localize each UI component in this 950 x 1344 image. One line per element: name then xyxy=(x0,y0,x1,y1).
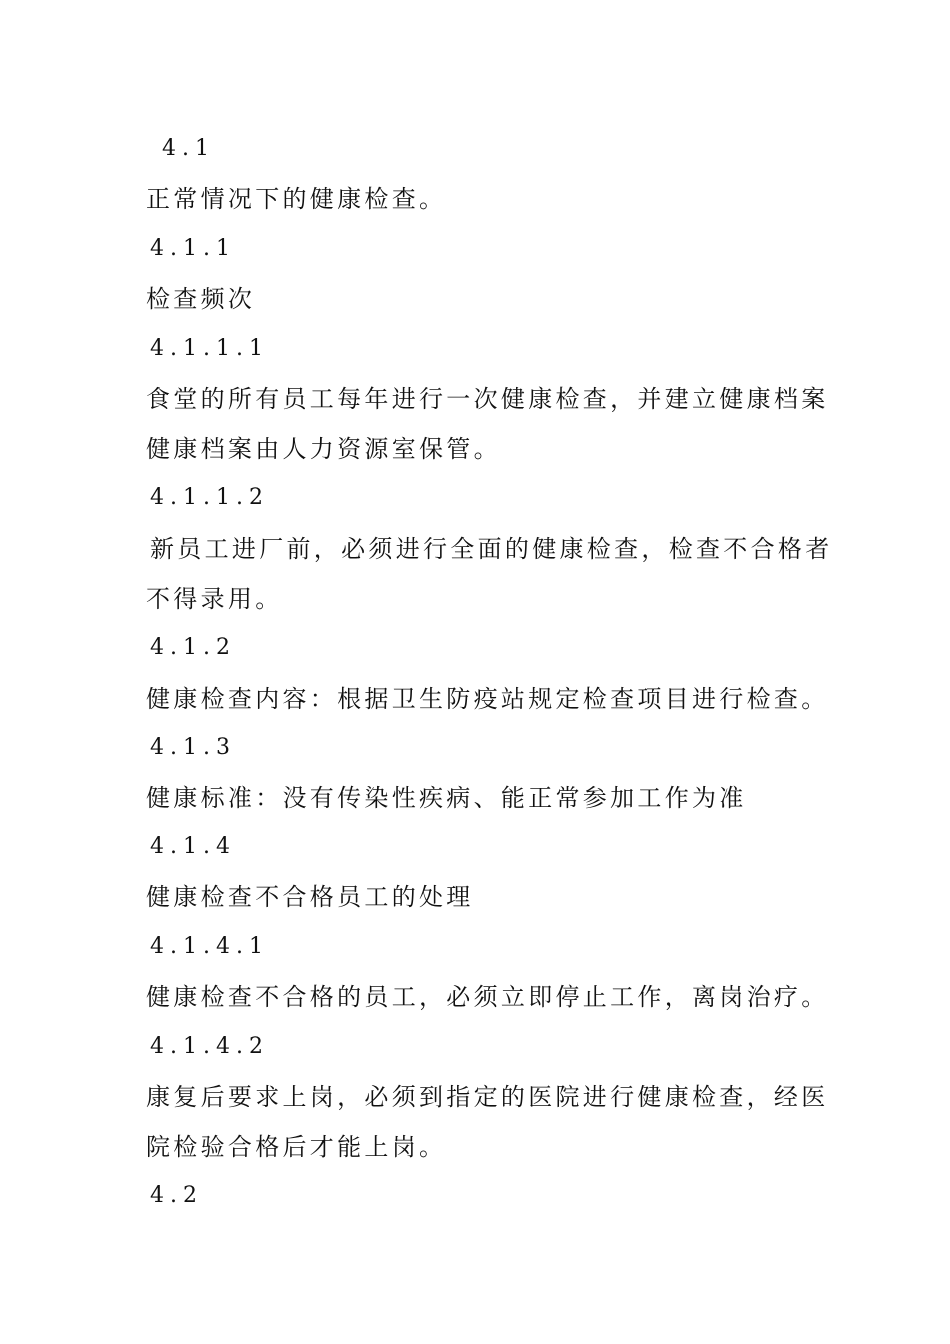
paragraph-line: 健康档案由人力资源室保管。 xyxy=(146,435,501,463)
paragraph-line: 健康标准：没有传染性疾病、能正常参加工作为准 xyxy=(146,784,747,812)
paragraph-line: 健康检查内容：根据卫生防疫站规定检查项目进行检查。 xyxy=(146,685,829,713)
section-number-4-1-1-2: 4.1.1.2 xyxy=(150,485,269,510)
section-number-4-1-4-2: 4.1.4.2 xyxy=(150,1034,269,1059)
section-number-4-2: 4.2 xyxy=(150,1183,203,1208)
paragraph-line: 不得录用。 xyxy=(146,585,283,613)
paragraph-line: 检查频次 xyxy=(146,285,256,313)
section-number-4-1-1-1: 4.1.1.1 xyxy=(150,336,269,361)
paragraph-line: 健康检查不合格的员工，必须立即停止工作，离岗治疗。 xyxy=(146,983,829,1011)
section-number-4-1: 4.1 xyxy=(162,136,215,161)
paragraph-line: 正常情况下的健康检查。 xyxy=(146,185,447,213)
section-number-4-1-1: 4.1.1 xyxy=(150,236,236,261)
section-number-4-1-4-1: 4.1.4.1 xyxy=(150,934,269,959)
section-number-4-1-4: 4.1.4 xyxy=(150,834,236,859)
paragraph-line: 食堂的所有员工每年进行一次健康检查，并建立健康档案 xyxy=(146,385,829,413)
section-number-4-1-2: 4.1.2 xyxy=(150,635,236,660)
section-number-4-1-3: 4.1.3 xyxy=(150,735,236,760)
paragraph-line: 康复后要求上岗，必须到指定的医院进行健康检查，经医 xyxy=(146,1083,829,1111)
paragraph-line: 院检验合格后才能上岗。 xyxy=(146,1133,447,1161)
paragraph-line: 新员工进厂前，必须进行全面的健康检查，检查不合格者 xyxy=(150,535,833,563)
paragraph-line: 健康检查不合格员工的处理 xyxy=(146,883,474,911)
